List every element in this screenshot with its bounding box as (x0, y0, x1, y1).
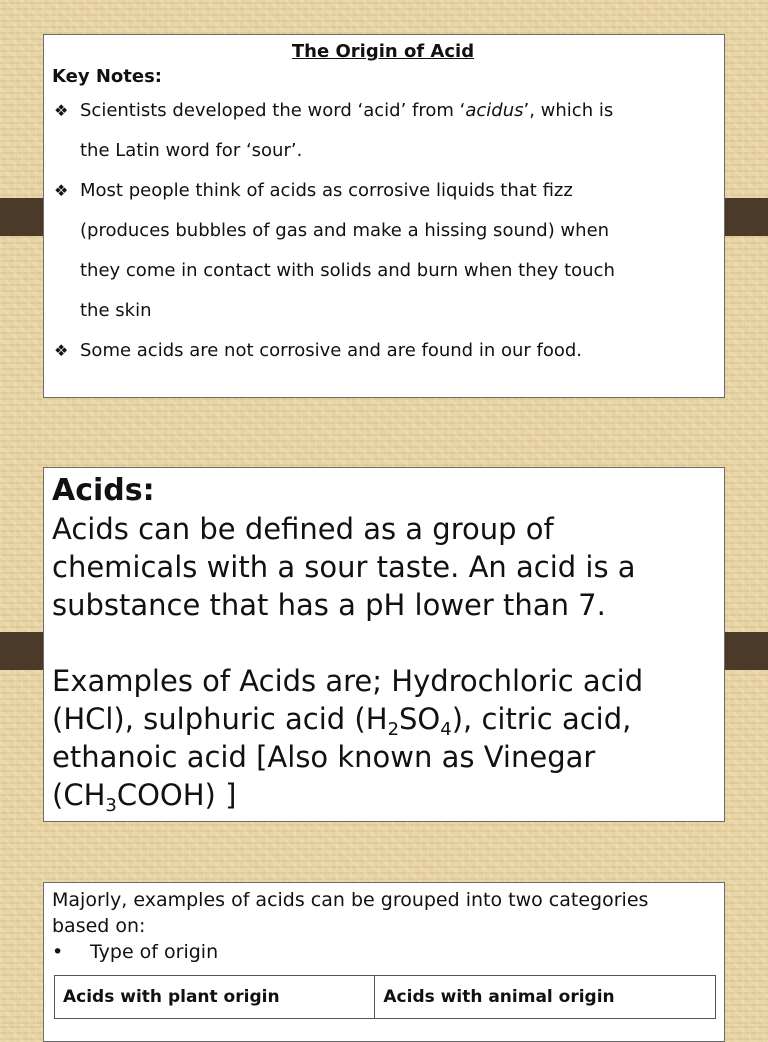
bullet-text: the skin (80, 300, 152, 321)
subscript: 4 (440, 719, 452, 740)
list-item-continuation (52, 211, 714, 251)
key-notes-list (52, 91, 714, 371)
bullet-text: they come in contact with solids and burn when they touch (80, 260, 615, 281)
subscript: 3 (105, 795, 117, 816)
definition-line: Acids can be defined as a group of (52, 512, 554, 546)
key-notes-label: Key Notes: (52, 66, 162, 87)
list-item-continuation (52, 251, 714, 291)
examples-line: Examples of Acids are; Hydrochloric acid (52, 664, 644, 698)
bullet-text: Type of origin (90, 941, 219, 963)
list-item-continuation (52, 131, 714, 171)
list-item (52, 91, 714, 131)
table-header-animal: Acids with animal origin (375, 976, 716, 1019)
bullet-text: Scientists developed the word ‘acid’ from ‘ (80, 100, 466, 121)
origin-table (54, 975, 716, 1019)
table-header-plant: Acids with plant origin (55, 976, 375, 1019)
list-item (52, 939, 716, 965)
card-title: The Origin of Acid (291, 41, 475, 62)
diamond-bullet-icon: ❖ (54, 181, 69, 200)
bullet-text: ’, which is (523, 100, 614, 121)
acid-categories-card (43, 882, 725, 1042)
origin-of-acid-card (43, 34, 725, 398)
list-item-continuation (52, 291, 714, 331)
bullet-text: Most people think of acids as corrosive liquids that fizz (80, 180, 573, 201)
examples-line: (HCl), sulphuric acid $(H_2SO_4)$, citric acid, (52, 702, 632, 740)
subscript: 2 (387, 719, 400, 740)
diamond-bullet-icon: ❖ (54, 101, 69, 120)
intro-line: based on: (52, 915, 146, 937)
intro-line: Majorly, examples of acids can be grouped into two categories (52, 889, 649, 911)
bullet-text: Some acids are not corrosive and are found in our food. (80, 340, 583, 361)
latin-word: acidus (465, 100, 524, 121)
definition-line: substance that has a pH lower than 7. (52, 588, 606, 622)
acids-heading: Acids: (52, 473, 155, 508)
acids-definition-card (43, 467, 725, 822)
bullet-dot-icon: • (52, 941, 64, 963)
definition-line: chemicals with a sour taste. An acid is a (52, 550, 636, 584)
diamond-bullet-icon: ❖ (54, 341, 69, 360)
bullet-text: (produces bubbles of gas and make a hissing sound) when (80, 220, 610, 241)
bullet-text: the Latin word for ‘sour’. (80, 140, 303, 161)
examples-line: $(CH_3COOH)$ ] (52, 778, 237, 816)
examples-line: ethanoic acid [Also known as Vinegar (52, 740, 596, 774)
list-item (52, 331, 714, 371)
list-item (52, 171, 714, 211)
table-header-row (55, 976, 716, 1019)
